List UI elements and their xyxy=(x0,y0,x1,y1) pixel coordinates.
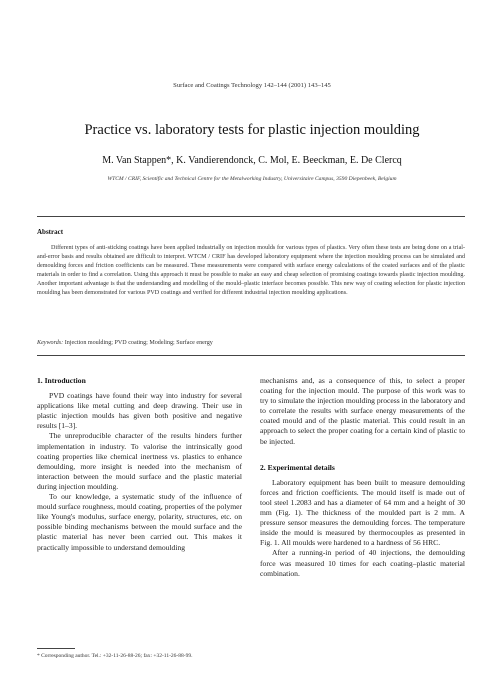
author-list: M. Van Stappen*, K. Vandierendonck, C. Mol, E. Beeckman, E. De Clercq xyxy=(102,155,402,166)
top-divider xyxy=(37,216,465,217)
abstract-heading: Abstract xyxy=(37,228,64,236)
right-column xyxy=(260,376,465,579)
keywords-label: Keywords: xyxy=(37,340,64,346)
keywords-line xyxy=(37,340,465,346)
paper-title: Practice vs. laboratory tests for plastic injection moulding xyxy=(84,122,420,138)
section-heading-introduction: 1. Introduction xyxy=(37,376,86,385)
experimental-paragraph-1: Laboratory equipment has been built to measure demoulding forces and friction coefficients. The mould itself is made out of tool steel 1.2083 and has a diameter of 64 mm and a height of 30 mm (Fig. 1). The thickness of the moulded part is 2 mm. A pressure sensor measures the demoulding forces. The temperature inside the mould is measured by thermocouples as presented in Fig. 1. All moulds were hardened to a hardness of 56 HRC. xyxy=(260,477,465,548)
left-column xyxy=(37,376,242,553)
affiliation: WTCM / CRIF, Scientific and Technical Centre for the Metalworking Industry, Universitaire Campus, 3590 Diepenbeek, Belgium xyxy=(107,176,397,182)
intro-paragraph-1: PVD coatings have found their way into industry for several applications like metal cutting and deep drawing. Their use in plastic injection moulds has given both positive and negative results [1–3]. xyxy=(37,391,242,431)
experimental-paragraph-2: After a running-in period of 40 injections, the demoulding force was measured 10 times for each coating–plastic material combination. xyxy=(260,548,465,578)
keywords-text: Injection moulding; PVD coating; Modeling; Surface energy xyxy=(64,340,213,346)
intro-paragraph-continued: mechanisms and, as a consequence of this, to select a proper coating for the injection mould. The purpose of this work was to try to simulate the injection moulding process in the laboratory and to correlate the results with surface energy measurements of the coated mould and of the plastic material. This could result in an approach to select the proper coating for a certain kind of plastic to be injected. xyxy=(260,376,465,446)
abstract-divider xyxy=(37,355,465,356)
footnote-divider xyxy=(37,648,75,649)
intro-paragraph-2: The unreproducible character of the results hinders further implementation in industry. To valorise the intrinsically good coating properties like chemical inertness vs. plastics to enhance demoulding, more insight is needed into the mechanism of interaction between the mould surface and the plastic material during injection moulding. xyxy=(37,431,242,491)
intro-paragraph-3: To our knowledge, a systematic study of the influence of mould surface roughness, mould coating, properties of the polymer like Young's modulus, surface energy, polarity, structures, etc. on possible binding mechanisms between the mould surface and the plastic material has never been carried out. This makes it practically impossible to understand demoulding xyxy=(37,492,242,552)
footnote: * Corresponding author. Tel.: +32-11-26-88-26; fax: +32-11-26-88-99. xyxy=(37,653,193,659)
abstract-text: Different types of anti-sticking coatings have been applied industrially on injection moulds for various types of plastics. Very often these tests are being done on a trial-and-error basis and results obtained are difficult to interpret. WTCM / CRIF has developed laboratory equipment where the injection moulding process can be simulated and demoulding forces and friction coefficients can be measured. These measurements were compared with surface energy calculations of the coated surfaces and of the plastic materials in order to find a correlation. Using this approach it must be possible to make an easy and cheap selection of promising coatings towards plastic injection moulding. Another important advantage is that the understanding and modelling of the mould–plastic interface becomes possible. This new way of coating selection for plastic injection moulding has been demonstrated for various PVD coatings and verified for different industrial injection moulding applications. xyxy=(37,245,465,296)
journal-reference: Surface and Coatings Technology 142–144 (2001) 143–145 xyxy=(173,82,331,89)
section-heading-experimental: 2. Experimental details xyxy=(260,462,335,472)
